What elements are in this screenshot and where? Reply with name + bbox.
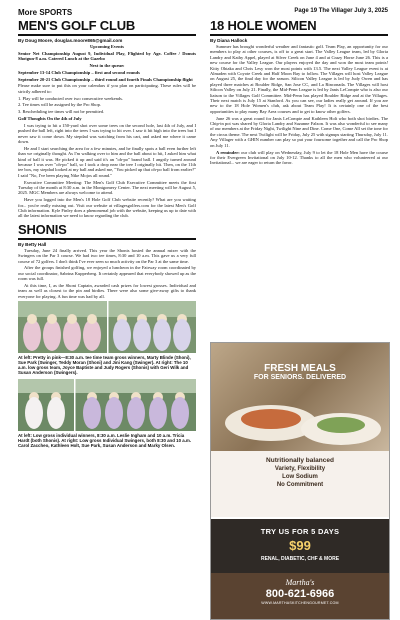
- ad-website: WWW.MARTHASKITCHENGOURMET.COM: [261, 601, 339, 605]
- exec-committee: Executive Committee Meeting: The Men's Golf Club Executive Committee meets the first Tuesday of the month at 8:30 a.m. in the Montgomery Center. The next meeting will be August 5, 2025. MGC Members are always welcome to attend.: [18, 179, 196, 196]
- women-paragraph-3: [210, 150, 388, 166]
- reminder-text: our club will play on Wednesday, July 9 to let the 18 Hole Men have the course for their Evergreen Invitational on July 10-12. Thanks to all the men who volunteered at our Invitational... we are eager to return the favor.: [210, 149, 388, 166]
- page-info: Page 19 The Villager July 3, 2025: [294, 8, 388, 14]
- ad-feature-3: Low Sodium: [282, 474, 318, 480]
- rule-1: 1. Play will be conducted over two consecutive weekends.: [18, 95, 123, 101]
- women-golf-title: 18 HOLE WOMEN: [210, 18, 388, 36]
- next-heading: Next in the queue:: [89, 63, 125, 68]
- mens-golf-title: MEN'S GOLF CLUB: [18, 18, 196, 36]
- ad-feature-4: No Commitment: [276, 482, 324, 488]
- shonis-paragraph-1: Tuesday, June 24 finally arrived. This year the Shonis hosted the annual mixer with the Swingers on the Par 3 course. We had two tee times, 8:30 and 10 a.m. This gave us a very full course of 72 golfers. I don't think I've ever seen so much activity on the Par 3 at the same time.: [18, 247, 196, 264]
- winners-photo-image: [18, 379, 196, 431]
- ad-contact-band: [211, 573, 389, 619]
- shonis-title: SHONIS: [18, 222, 196, 240]
- golf-thoughts-1: I was trying to hit a 150-yard shot over some trees on the second hole, last 4th of July, and I pushed the ball left, right into the trees I was trying to hit over. I saw it hit high into the trees but I never saw it come down. My stepdad was watching from his cart, and asked me where it came down.: [18, 122, 196, 144]
- next-item-2: September 20-21 Club Championship – third round and fourth Finals Championship flight: [18, 76, 193, 82]
- ad-diets: RENAL, DIABETIC, CHF & MORE: [260, 556, 340, 562]
- website-paragraph: Have you logged into the Men's 18 Hole Golf Club website recently? What are you waiting for... you're really missing out. Visit our website at villagesgolfers.com for the latest Men's Golf Club information. Kyle Finley does a phenomenal job with the website, keeping us up to date with all the latest information we need to know regarding the club.: [18, 197, 196, 219]
- next-item-3: Please make sure to put this on your calendars if you plan on participating. These rules will be strictly adhered to:: [18, 83, 196, 94]
- rule-2: 2. Tee times will be assigned by the Pro Shop.: [18, 102, 101, 108]
- senior-net-text: Senior Net Championship August 9, Individual Play, Flighted by Age. Coffee / Donuts Shotgun-8 a.m. Catered Lunch at the Gazebo: [18, 50, 196, 62]
- meal-delivery-ad: [210, 342, 390, 620]
- shonis-photo-1: [18, 301, 196, 353]
- next-item-1: September 13-14 Club Championship – first and second rounds: [18, 69, 140, 75]
- shonis-byline: By Betty Hall: [18, 241, 47, 247]
- ad-feature-2: Variety, Flexibility: [274, 466, 326, 472]
- section-label: More SPORTS: [18, 8, 73, 17]
- upcoming-heading: Upcoming Events: [90, 44, 124, 49]
- ad-headline-wrap: [211, 349, 389, 381]
- women-byline: By Diana Hallock: [210, 38, 248, 43]
- photo-caption-1: At left: Pretty in pink—8:30 a.m. tee time team gross winners, Marty Blinde (Shoni), Sue Park (Swinger, Teddy Moran (Shoni) and Jini Kang (Swinger). At right: The 10 a.m. low gross team, Joyce Baptiste and Judy Rogers (Shonis) with Geri Wilk and Susan Anderson (Swingers).: [18, 354, 191, 376]
- left-column: [18, 18, 196, 451]
- women-paragraph-1: Summer has brought wonderful weather and fantastic golf. Team Play, an opportunity for our members to play at other courses, is off to a great start. The Valley League team, led by Gloria Landry and Kathy Appel, played at Silver Creek on June 4 and at Crazy Horse June 26. This is a new course for the Valley League. Our players enjoyed the day and won the most team points! Kitty Ohtaka and Chris Lesy won the most points with 13.5. The next Valley League event is at Almaden with Coyote Creek and Half Moon Bay to follow. The Villages will host Valley League on August 25, the final day for the season. Silicon Valley League is led by Judy Owen and has played three matches at Boulder Ridge, San Jose CC, and La Rinconada. The Villages will host Silicon Valley on July 21. Finally, the Mid-Penn League is led by Janis LeCompte who is also our liaison to the Villages Golf Committee. Mid-Penn has played Boulder Ridge and at the Villages. Their next match is July 15 at Stanford. As you can see, our ladies really get around. If you are new to the 18 Hole Women's club, ask about Team Play! It is certainly one of the best opportunities to play many Bay Area courses and to get to know other golfers.: [210, 44, 388, 114]
- ad-price: $99: [289, 538, 311, 553]
- ad-features: [211, 451, 389, 517]
- ad-offer-band: [211, 519, 389, 573]
- reminder-label: A reminder:: [216, 149, 240, 155]
- golf-thoughts-2: He and I start searching the area for a few minutes, and he finally spots a ball even further left than we originally thought. As I'm walking over to him and the ball about to hit, I asked him what kind of ball it was. He picked it up and said it's an "oh-po" brand ball. I angrily turned around because I was over "oh-po" ball, so I took a drop near the tree I originally hit. Then, on the 11th tee box, my stepdad looked at my ball and asked me, "You picked up that oh-po ball from earlier?" I said "No, I've been playing Nike Mojos all round.": [18, 145, 196, 178]
- ad-brand-logo: Martha's: [285, 578, 315, 587]
- photo-caption-2: At left: Low gross individual winners, 8:30 a.m. Leslie Ingham and 10 a.m. Tricia Hardt (both Shonis). At right: Low gross Individual Swingers, both 8:30 and 10 a.m. Carol Zaccheo, Kathleen Holt, Sue Park, Susan Anderson and Marky Olsen.: [18, 432, 192, 448]
- rule-3: 3. Rescheduling tee times will not be permitted.: [18, 109, 105, 115]
- ad-offer: TRY US FOR 5 DAYS: [260, 527, 340, 536]
- golf-thoughts-heading: Golf Thoughts On the 4th of July: [18, 115, 82, 121]
- shonis-paragraph-2: After the groups finished golfing, we enjoyed a luncheon in the Fairway room coordinated by our social coordinator, Sabrina Kupperberg. It certainly appeared that everybody showed up as the room was full.: [18, 265, 196, 282]
- women-paragraph-2: June 26 was a great round for Janis LeCompte and Kathleen Holt who both shot birdies. The Chip-in pot was shared by Gloria Landry and Suzanne Falzon. It was also wonderful to see many of our members at the Friday Night, Twilight Nine and Dine. Come One, Come All set the tone for the circus theme. The next Twilight will be Friday, July 25 with signups starting Thursday, July 11. Any Villager with a GHIN number can play so put your foursome together and call the Pro Shop on July 11.: [210, 115, 388, 148]
- shonis-photo-2: [18, 379, 196, 431]
- mens-byline: By Doug Moore, douglas.moore865@gmail.com: [18, 38, 123, 43]
- ad-feature-1: Nutritionally balanced: [266, 457, 334, 464]
- ad-headline-2: FOR SENIORS. DELIVERED: [253, 374, 347, 381]
- shonis-paragraph-3: At this time, I, as the Shoni Captain, awarded cash prizes for lowest grosses. Individual and team as well as closest to the pin and birdies. There were also some give-away gifts to thank everyone for playing. A fun time was had by all.: [18, 283, 196, 299]
- ad-phone: 800-621-6966: [265, 588, 335, 600]
- right-column: [210, 18, 388, 167]
- ad-headline-1: FRESH MEALS: [264, 363, 336, 374]
- group-photo-image: [18, 301, 196, 353]
